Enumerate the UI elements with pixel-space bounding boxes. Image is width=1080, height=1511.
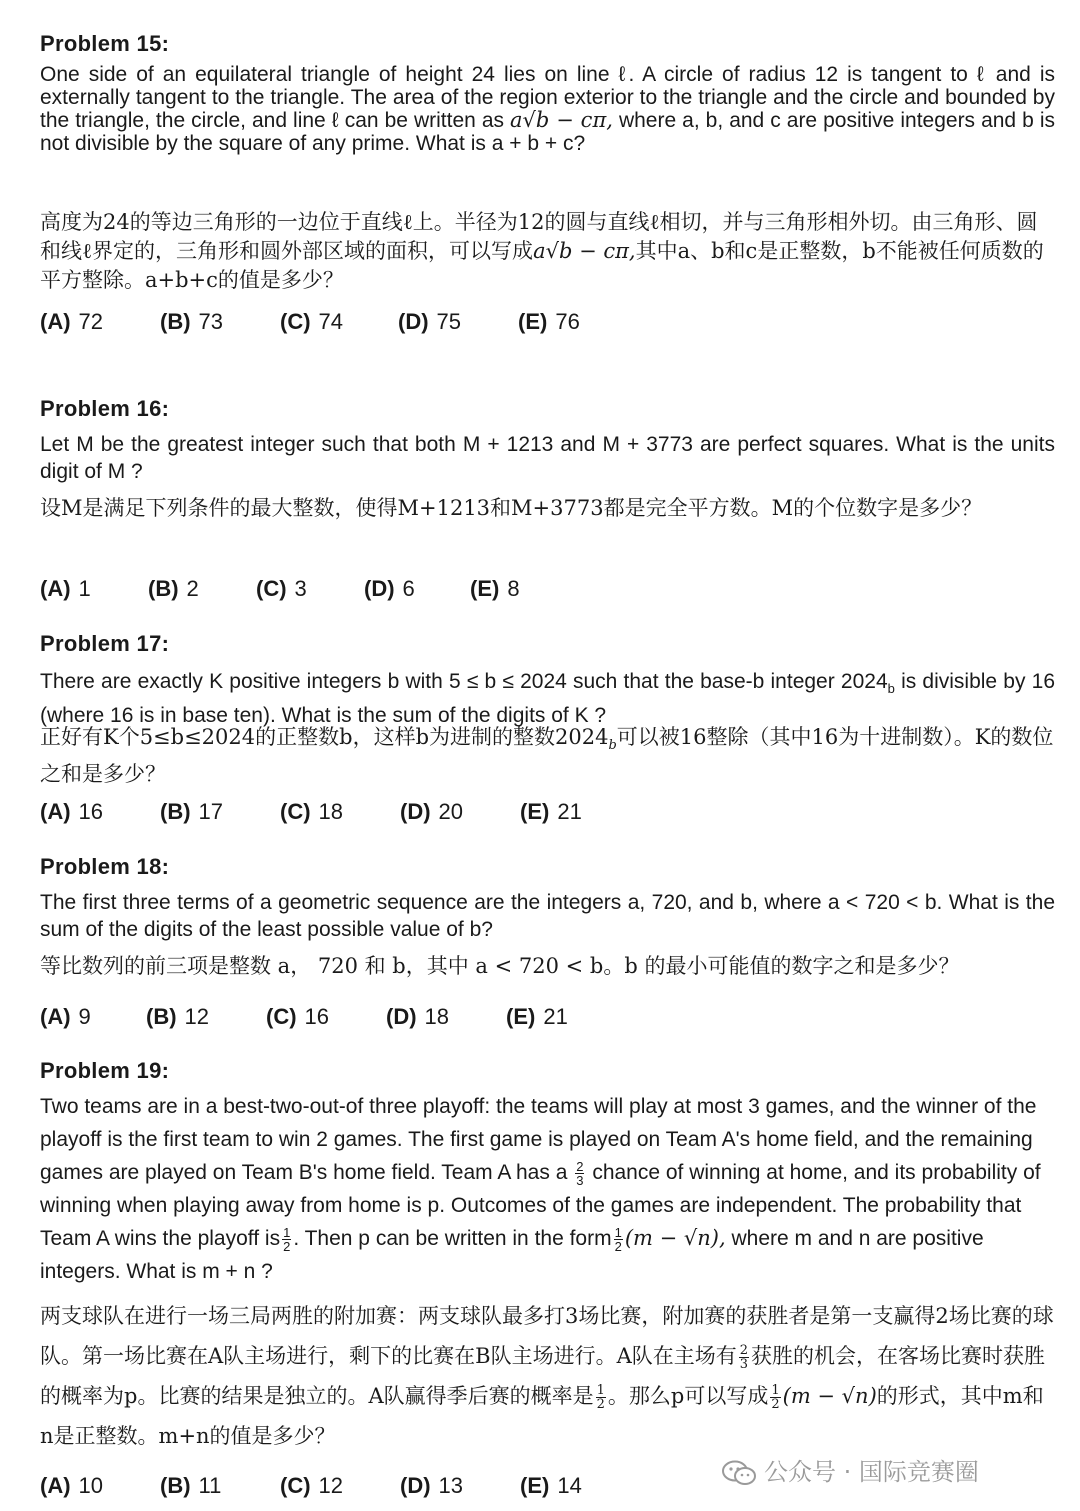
problem-17-options — [40, 799, 582, 825]
option-c[interactable]: (C) 12 — [280, 1473, 344, 1498]
problem-17-chinese — [40, 723, 1055, 789]
problem-16-title: Problem 16: — [40, 396, 170, 421]
fraction-one-half: $\frac{1}{2}$ — [283, 1224, 291, 1254]
problem-18-chinese: 等比数列的前三项是整数 a， 720 和 b，其中 a < 720 < b。b 的最小可能值的数字之和是多少？ — [40, 954, 960, 978]
option-a[interactable]: (A) 1 — [40, 576, 91, 601]
option-b[interactable]: (B) 73 — [160, 309, 224, 334]
option-e[interactable]: (E) 21 — [506, 1004, 568, 1029]
problem-18-options — [40, 1004, 568, 1030]
option-b[interactable]: (B) 17 — [160, 799, 224, 824]
problem-19-chinese — [40, 1296, 1055, 1456]
watermark — [722, 1452, 979, 1487]
problem-15-cn-part2: 其中a、b和c是正整数，b不能被任何质数的平方整除。a+b+c的值是多少？ — [40, 239, 1044, 292]
option-b[interactable]: (B) 2 — [148, 576, 199, 601]
problem-19-text-part4: where m and n are positive integers. What is m + n ? — [40, 1227, 984, 1283]
option-a[interactable]: (A) 16 — [40, 799, 104, 824]
option-d[interactable]: (D) 20 — [400, 799, 464, 824]
problem-19-english — [40, 1090, 1055, 1288]
problem-15-text-part1: One side of an equilateral triangle of height 24 lies on line ℓ. A circle of radius 12 is tangent to ℓ and is externally tangent to the triangle. The area of the region exterior to the triangle and the circle and bounded by the triangle, the circle, and line ℓ can be written as — [40, 63, 1055, 132]
fraction-one-half-form: $\frac{1}{2}$ — [614, 1224, 622, 1254]
problem-17-cn-subscript: b — [608, 738, 617, 754]
cn-fraction-one-half-form: $\frac{1}{2}$ — [771, 1383, 780, 1412]
option-a[interactable]: (A) 72 — [40, 309, 104, 334]
problem-15-cn-expression: a√b − cπ, — [533, 239, 636, 263]
problem-19-form: (m − √n), — [624, 1226, 726, 1250]
problem-17-text-part1: There are exactly K positive integers b with 5 ≤ b ≤ 2024 such that the base-b integer 2024 — [40, 670, 888, 693]
problem-16-english: Let M be the greatest integer such that both M + 1213 and M + 3773 are perfect squares. What is the units digit of M ? — [40, 433, 1055, 483]
option-e[interactable]: (E) 76 — [518, 309, 580, 334]
problem-19-cn-part1: 两支球队在进行一场三局两胜的附加赛：两支球队最多打3场比赛，附加赛的获胜者是第一支赢得2场比赛的球队。第一场比赛在A队主场进行，剩下的比赛在B队主场进行。A队在主场有 — [40, 1304, 1054, 1368]
problem-19-cn-part3: 。那么p可以写成 — [607, 1384, 769, 1408]
option-d[interactable]: (D) 6 — [364, 576, 415, 601]
problem-17-cn-part1: 正好有K个5≤b≤2024的正整数b，这样b为进制的整数2024 — [40, 725, 609, 749]
option-c[interactable]: (C) 18 — [280, 799, 344, 824]
option-d[interactable]: (D) 75 — [398, 309, 462, 334]
problem-15-options — [40, 309, 580, 335]
problem-19-text-part1: Two teams are in a best-two-out-of three playoff: the teams will play at most 3 games, and the winner of the playoff is the first team to win 2 games. The first game is played on Team A's home field, and the remaining games are played on Team B's home field. Team A has a — [40, 1095, 1037, 1184]
option-b[interactable]: (B) 11 — [160, 1473, 222, 1498]
problem-19-text-part3: . Then p can be written in the form — [293, 1227, 612, 1250]
problem-17-text-part2: is divisible by 16 (where 16 is in base ten). What is the sum of the digits of K ? — [40, 670, 1056, 728]
problem-15-text-part2: where a, b, and c are positive integers and b is not divisible by the square of any prime. What is a + b + c? — [40, 109, 1055, 155]
problem-15-expression: a√b − cπ, — [510, 108, 613, 132]
option-d[interactable]: (D) 13 — [400, 1473, 464, 1498]
problem-17-title: Problem 17: — [40, 631, 170, 656]
problem-19-title: Problem 19: — [40, 1058, 170, 1083]
option-a[interactable]: (A) 9 — [40, 1004, 91, 1029]
problem-19-cn-part4: 的形式，其中m和n是正整数。m+n的值是多少？ — [40, 1384, 1044, 1448]
option-c[interactable]: (C) 16 — [266, 1004, 330, 1029]
problem-15-chinese — [40, 208, 1055, 295]
problem-16-options — [40, 576, 520, 602]
watermark-text: 公众号 · 国际竞赛圈 — [764, 1458, 979, 1486]
option-e[interactable]: (E) 14 — [520, 1473, 582, 1498]
problem-15-english — [40, 63, 1055, 155]
option-b[interactable]: (B) 12 — [146, 1004, 210, 1029]
option-a[interactable]: (A) 10 — [40, 1473, 104, 1498]
problem-16-chinese: 设M是满足下列条件的最大整数，使得M+1213和M+3773都是完全平方数。M的个位数字是多少？ — [40, 496, 983, 520]
problem-18-english: The first three terms of a geometric sequence are the integers a, 720, and b, where a < 720 < b. What is the sum of the digits of the least possible value of b? — [40, 891, 1055, 941]
problem-19-options — [40, 1473, 582, 1499]
option-e[interactable]: (E) 21 — [520, 799, 582, 824]
problem-15-title: Problem 15: — [40, 31, 170, 56]
cn-fraction-two-thirds: $\frac{2}{3}$ — [739, 1343, 749, 1372]
wechat-icon — [722, 1460, 756, 1486]
option-e[interactable]: (E) 8 — [470, 576, 520, 601]
problem-18-title: Problem 18: — [40, 854, 170, 879]
option-c[interactable]: (C) 3 — [256, 576, 307, 601]
option-d[interactable]: (D) 18 — [386, 1004, 450, 1029]
problem-19-cn-part2: 获胜的机会，在客场比赛时获胜的概率为p。比赛的结果是独立的。A队赢得季后赛的概率是 — [40, 1344, 1046, 1408]
problem-19-text-part2: chance of winning at home, and its probability of winning when playing away from home is p. Outcomes of the games are independent. The probability that Team A wins the playoff is — [40, 1161, 1041, 1250]
option-c[interactable]: (C) 74 — [280, 309, 344, 334]
fraction-two-thirds: $\frac{2}{3}$ — [576, 1158, 584, 1188]
cn-fraction-one-half: $\frac{1}{2}$ — [596, 1383, 605, 1412]
problem-15-cn-part1: 高度为24的等边三角形的一边位于直线ℓ上。半径为12的圆与直线ℓ相切，并与三角形相外切。由三角形、圆和线ℓ界定的，三角形和圆外部区域的面积，可以写成 — [40, 210, 1038, 263]
problem-17-cn-part2: 可以被16整除（其中16为十进制数）。K的数位之和是多少？ — [40, 725, 1054, 787]
problem-19-cn-form: (m − √n) — [782, 1384, 877, 1408]
problem-17-english — [40, 668, 1055, 729]
problem-17-subscript: b — [887, 681, 895, 697]
